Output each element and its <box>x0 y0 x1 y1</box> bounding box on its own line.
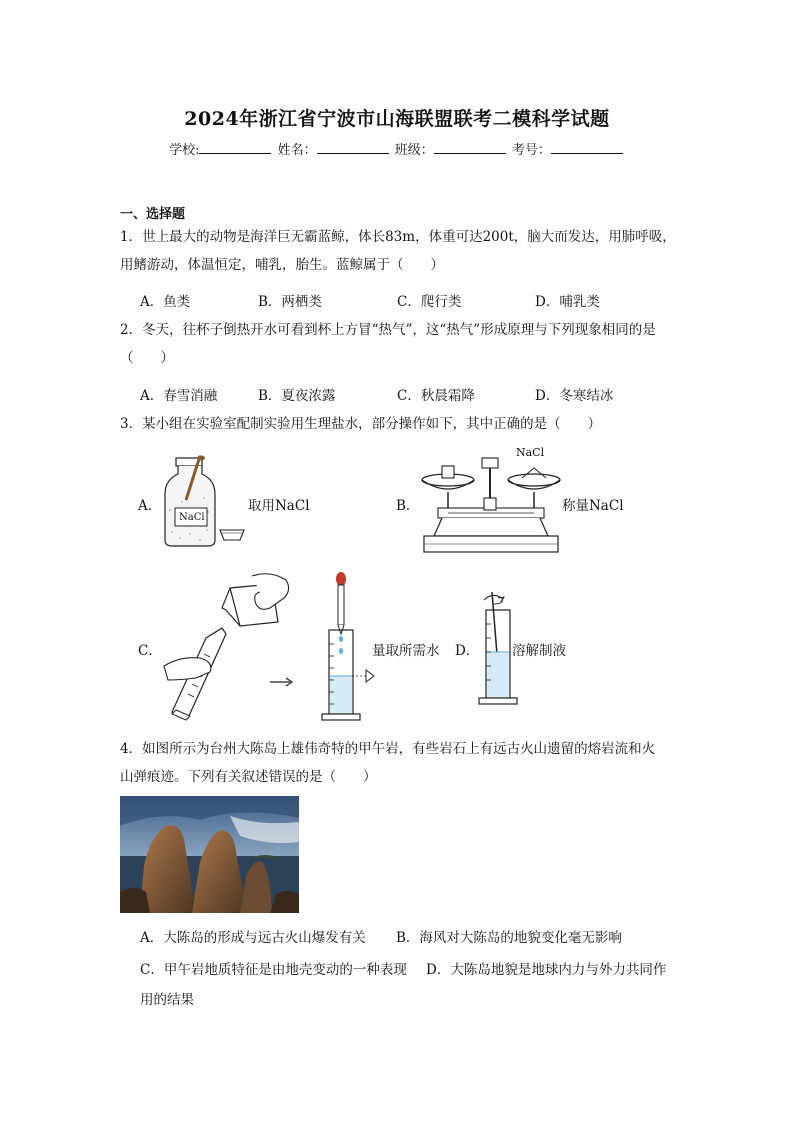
q3-option-b-caption: 称量NaCl <box>562 498 624 514</box>
balance-illustration <box>418 452 563 558</box>
q3-option-d-letter[interactable]: D． <box>455 643 480 659</box>
q1-option-b[interactable]: B．两栖类 <box>258 294 322 310</box>
question-3-stem: 3．某小组在实验室配制实验用生理盐水，部分操作如下，其中正确的是（ ） <box>120 416 602 432</box>
q4-option-c[interactable]: C．甲午岩地质特征是由地壳变动的一种表现 <box>140 962 407 978</box>
q2-option-a[interactable]: A．春雪消融 <box>140 388 218 404</box>
balance-pan-label: NaCl <box>516 446 545 459</box>
question-4-line2: 山弹痕迹。下列有关叙述错误的是（ ） <box>120 769 377 785</box>
q2-option-b[interactable]: B．夏夜浓露 <box>258 388 336 404</box>
q2-option-c[interactable]: C．秋晨霜降 <box>397 388 475 404</box>
question-1-line2: 用鳍游动，体温恒定，哺乳，胎生。蓝鲸属于（ ） <box>120 257 444 273</box>
question-1-line1: 1．世上最大的动物是海洋巨无霸蓝鲸，体长83m，体重可达200t，脑大而发达，用肺呼吸， <box>120 229 676 245</box>
student-info-line <box>0 139 794 158</box>
q1-option-d[interactable]: D．哺乳类 <box>535 294 600 310</box>
school-label: 学校: <box>169 143 200 158</box>
question-4 <box>120 735 680 791</box>
number-blank[interactable] <box>551 141 623 154</box>
number-label: 考号： <box>511 143 551 158</box>
class-blank[interactable] <box>434 141 506 154</box>
q3-option-c-letter[interactable]: C． <box>138 643 162 659</box>
page-title: 2024年浙江省宁波市山海联盟联考二模科学试题 <box>184 108 610 130</box>
q2-option-d[interactable]: D．冬寒结冰 <box>535 388 614 404</box>
q4-option-a[interactable]: A．大陈岛的形成与远古火山爆发有关 <box>140 930 366 946</box>
q1-option-a[interactable]: A．鱼类 <box>140 294 191 310</box>
arrow-icon <box>268 676 296 688</box>
q4-option-b[interactable]: B．海风对大陈岛的地貌变化毫无影响 <box>396 930 622 946</box>
question-1 <box>120 223 680 279</box>
jiawu-rock-photo <box>120 796 299 913</box>
section-title: 一、选择题 <box>120 207 186 222</box>
q4-option-d[interactable]: D．大陈岛地貌是地球内力与外力共同作 <box>426 962 667 978</box>
q4-option-d-continued: 用的结果 <box>140 992 194 1008</box>
jar-label: NaCl <box>179 512 205 523</box>
q3-option-c-caption: 量取所需水 <box>372 643 440 659</box>
q3-option-d-caption: 溶解制液 <box>512 643 566 659</box>
name-label: 姓名： <box>277 143 317 158</box>
pouring-water-illustration <box>160 568 290 718</box>
school-blank[interactable] <box>199 141 271 154</box>
q3-option-a-caption: 取用NaCl <box>248 498 310 514</box>
question-2-line1: 2．冬天，往杯子倒热开水可看到杯上方冒“热气”，这“热气”形成原理与下列现象相同的是 <box>120 322 656 338</box>
name-blank[interactable] <box>317 141 389 154</box>
q3-option-a-letter[interactable]: A． <box>138 498 162 514</box>
q1-option-c[interactable]: C．爬行类 <box>397 294 462 310</box>
question-2-line2: （ ） <box>120 350 174 366</box>
reagent-jar-illustration <box>160 452 250 552</box>
question-2 <box>120 316 680 372</box>
class-label: 班级： <box>394 143 434 158</box>
q3-option-b-letter[interactable]: B． <box>396 498 420 514</box>
question-4-line1: 4．如图所示为台州大陈岛上雄伟奇特的甲午岩，有些岩石上有远古火山遗留的熔岩流和火 <box>120 741 656 757</box>
